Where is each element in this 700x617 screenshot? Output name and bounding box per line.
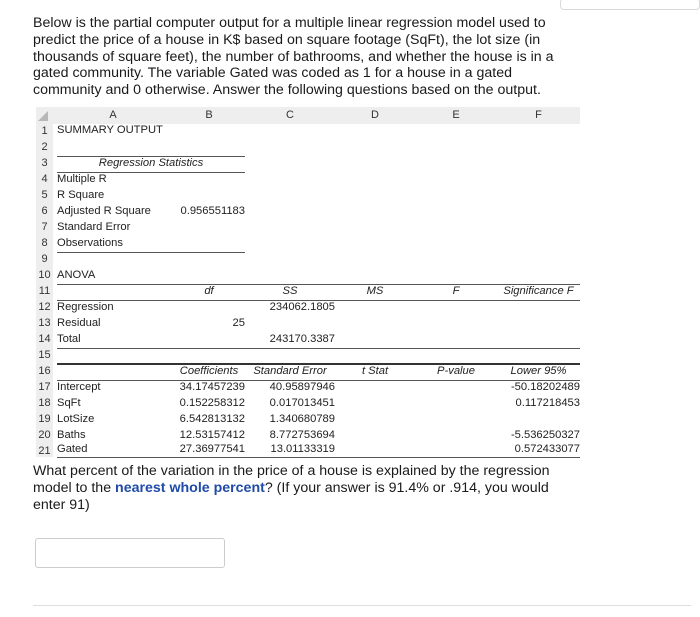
- coef-bottom-rule: [57, 457, 580, 458]
- reg-stats-bottom-rule: [57, 252, 245, 253]
- column-header-b: B: [205, 109, 213, 121]
- coef-row-label: LotSize: [57, 413, 95, 425]
- coef-row-lower-95: 0.117218453: [515, 397, 580, 409]
- anova-title: ANOVA: [57, 269, 96, 281]
- lower-95-header: Lower 95%: [510, 365, 567, 377]
- coef-row-coefficient: 12.53157412: [179, 429, 245, 441]
- row-number: 18: [38, 397, 51, 409]
- row-number: 14: [38, 333, 51, 345]
- row-number: 5: [41, 189, 48, 201]
- row-number: 20: [38, 429, 51, 441]
- anova-ss-header: SS: [282, 285, 298, 297]
- row-number: 15: [38, 349, 51, 361]
- r-square-label: R Square: [57, 189, 105, 201]
- anova-regression-ss: 234062.1805: [269, 301, 335, 313]
- coef-row-label: SqFt: [57, 397, 81, 409]
- top-right-box: [560, 0, 700, 10]
- standard-error-label: Standard Error: [57, 221, 131, 233]
- row-number: 1: [41, 125, 48, 137]
- row-number: 10: [38, 269, 51, 281]
- column-header-bar: [36, 107, 580, 124]
- row-number: 11: [38, 285, 51, 297]
- anova-bottom-rule: [57, 348, 580, 349]
- anova-f-header: F: [452, 285, 460, 297]
- coef-row-standard-error: 40.95897946: [269, 381, 335, 393]
- coef-row-coefficient: 6.542813132: [179, 413, 245, 425]
- coef-row-coefficient: 27.36977541: [179, 443, 245, 455]
- row-number: 9: [41, 253, 48, 265]
- t-stat-header: t Stat: [361, 365, 389, 377]
- coef-row-lower-95: -50.18202489: [510, 381, 580, 393]
- row-number: 17: [38, 381, 51, 393]
- anova-residual-df: 25: [232, 317, 245, 329]
- row-header-bar: [36, 124, 53, 457]
- row-number: 2: [41, 141, 48, 153]
- coef-row-label: Gated: [57, 443, 88, 455]
- column-header-e: E: [452, 109, 460, 121]
- spreadsheet-output: [36, 107, 580, 457]
- coef-row-standard-error: 0.017013451: [269, 397, 335, 409]
- question-highlight: nearest whole percent: [115, 479, 265, 496]
- bottom-divider: [33, 605, 691, 606]
- anova-regression-label: Regression: [57, 301, 114, 313]
- adjusted-r-square-value: 0.956551183: [180, 205, 245, 217]
- coef-row-coefficient: 0.152258312: [179, 397, 245, 409]
- row-number: 16: [38, 365, 51, 377]
- row-number: 8: [41, 237, 48, 249]
- question-text-after: ? (If your answer is 91.4% or .914, you would enter 91): [33, 479, 549, 513]
- summary-output-title: SUMMARY OUTPUT: [57, 124, 163, 136]
- row-number: 4: [41, 173, 48, 185]
- adjusted-r-square-label: Adjusted R Square: [57, 205, 151, 217]
- column-header-f: F: [535, 109, 542, 121]
- coef-row-standard-error: 13.01133319: [270, 443, 335, 455]
- question-text: [33, 463, 578, 513]
- coef-row-standard-error: 1.340680789: [269, 413, 335, 425]
- anova-significance-header: Significance F: [503, 285, 574, 297]
- coef-row-lower-95: -5.536250327: [510, 429, 580, 441]
- row-number: 21: [38, 445, 51, 457]
- anova-total-ss: 243170.3387: [269, 333, 335, 345]
- coef-row-label: Intercept: [57, 381, 101, 393]
- coefficients-header: Coefficients: [179, 365, 239, 377]
- row-number: 6: [41, 205, 48, 217]
- observations-label: Observations: [57, 237, 123, 249]
- question-text-before: What percent of the variation in the price of a house is explained by the regression model to the: [33, 463, 550, 496]
- row-number: 12: [38, 301, 51, 313]
- standard-error-header: Standard Error: [253, 365, 327, 377]
- coef-row-label: Baths: [57, 429, 86, 441]
- row-number: 7: [41, 221, 48, 233]
- column-header-c: C: [286, 109, 294, 121]
- problem-intro: Below is the partial computer output for a multiple linear regression model used to predict the price of a house in K$ based on square footage (SqFt), the lot size (in thousands of square feet), the number of bathrooms, and whether the house is in a gated community. The variable Gated was coded as 1 for a house in a gated community and 0 otherwise. Answer the following questions based on the output.: [33, 15, 554, 99]
- p-value-header: P-value: [437, 365, 475, 377]
- regression-statistics-header: Regression Statistics: [98, 157, 204, 169]
- anova-df-header: df: [204, 285, 214, 297]
- coef-row-lower-95: 0.572433077: [514, 443, 580, 455]
- multiple-r-label: Multiple R: [57, 173, 107, 185]
- answer-input[interactable]: [35, 538, 225, 568]
- anova-ms-header: MS: [366, 285, 384, 297]
- row-number: 13: [38, 317, 51, 329]
- select-all-corner-icon: [38, 111, 48, 121]
- column-header-a: A: [109, 109, 117, 121]
- anova-residual-label: Residual: [57, 317, 101, 329]
- row-number: 19: [38, 413, 51, 425]
- column-header-d: D: [371, 109, 379, 121]
- coef-row-standard-error: 8.772753694: [269, 429, 335, 441]
- coef-row-coefficient: 34.17457239: [179, 381, 245, 393]
- row-number: 3: [41, 157, 48, 169]
- anova-total-label: Total: [57, 333, 81, 345]
